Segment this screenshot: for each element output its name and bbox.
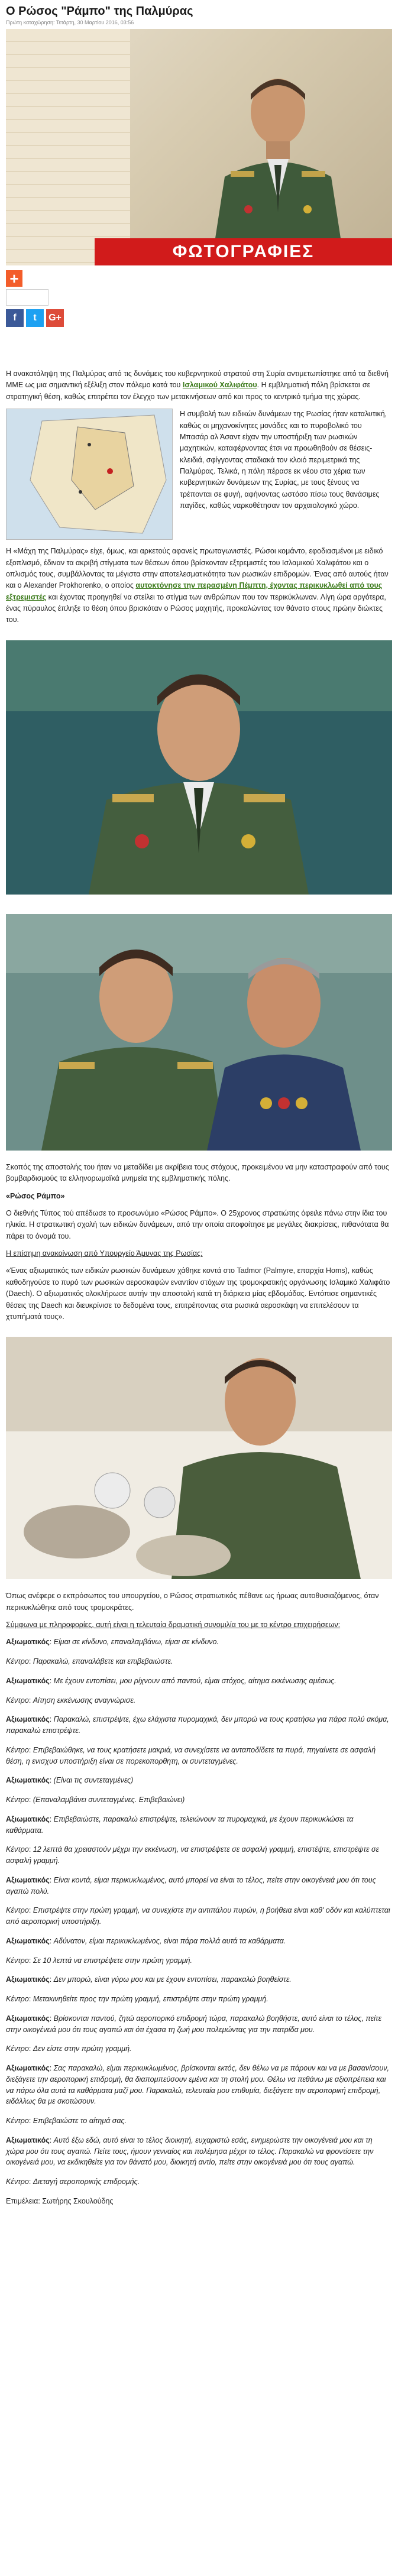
dialogue-line: Κέντρο: Διεταγή αεροπορικής επιδρομής. — [6, 2178, 140, 2186]
dialogue-line: Κέντρο: Αίτηση εκκένωσης αναγνώρισε. — [6, 1696, 136, 1705]
hero-background-pattern — [6, 29, 130, 265]
dialogue-line: Αξιωματικός: Με έχουν εντοπίσει, μου ρίχνουν από παντού, είμαι στόχος, αίτημα εκκένωσης αμέσως. — [6, 1676, 336, 1685]
twitter-share-button[interactable]: t — [26, 309, 44, 327]
share-plus-button[interactable]: + — [6, 270, 22, 287]
social-buttons — [6, 309, 392, 327]
byline: Επιμέλεια: Σωτήρης Σκουλούδης — [6, 2196, 114, 2205]
paragraph-nickname: Ο διεθνής Τύπος τού απέδωσε το προσωνύμιο «Ρώσος Ράμπο». Ο 25χρονος στρατιώτης όφειλε πάνω στην ίδια του ηλικία. Η στρατιωτική σχολή των ειδικών δυνάμεων, από την οποία αποφοίτησε με μεγάλες διακρίσεις, πιθανότατα θα πάρει το όνομά του. — [6, 1208, 389, 1240]
dialogue-line: Κέντρο: 12 λεπτά θα χρειαστούν μέχρι την εκκένωση, να επιστρέψετε σε ασφαλή γραμμή, επιστέψτε, επιστρέψτε σε ασφαλή γραμμή. — [6, 1845, 380, 1865]
soldier-photo-2 — [6, 1337, 392, 1579]
syria-map — [6, 409, 173, 540]
dialogue-line: Αξιωματικός: Επιβεβαιώστε, παρακαλώ επιστρέψτε, τελειώνουν τα πυρομαχικά, με έχουν περικυκλώσει τα καθάρματα. — [6, 1814, 354, 1835]
dialogue-line: Αξιωματικός: Αυτό έξω εδώ, αυτό είναι το τέλος διοικητή, ευχαριστώ εσάς, ενημερώστε την οικογένειά μου και τη χώρα μου ότι τους αγαπώ. Πείτε τους, ήμουν γενναίος και πολέμησα μέχρι το τέλος. Παρακαλώ να φροντίσετε την οικογένειά μου, να εκδικηθείτε για τον θάνατό μου, διοικητή αντίο, πείτε στην οικογένειά μου ότι τους αγαπώ. — [6, 2136, 374, 2167]
paragraph-official-statement: «Ένας αξιωματικός των ειδικών ρωσικών δυνάμεων χάθηκε κοντά στο Tadmor (Palmyre, επαρχία Homs), καθώς καθοδηγούσε το πυρό των ρωσικών αεροσκαφών εναντίον στόχων της τρομοκρατικής οργάνωσης Ισλαμικό Χαλιφάτο (Daech). Ο αξιωματικός ολοκλήρωσε αυτήν την αποστολή κατά τη διάρκεια μίας εβδομάδας. Εντόπισε σημαντικές θέσεις της Daech και διευκρίνισε το δεδομένα τους, επιτρέποντας στα ρωσικά αεροσκάφη να επιτελέσουν τα χτυπήματά τους». — [6, 1266, 390, 1321]
googleplus-share-button[interactable]: G+ — [46, 309, 64, 327]
dialogue-line: Αξιωματικός: Παρακαλώ, επιστρέψτε, έχω ελάχιστα πυρομαχικά, δεν μπορώ να τους κρατήσω για πάρα πολύ ακόμα, παρακαλώ επιστρέψτε. — [6, 1715, 389, 1735]
dialogue-line: Κέντρο: Επιβεβαιώστε το αίτημά σας. — [6, 2117, 127, 2125]
dialogue-line: Κέντρο: Δεν είστε στην πρώτη γραμμή. — [6, 2044, 132, 2053]
heading-russian-rambo: «Ρώσος Ράμπο» — [6, 1191, 65, 1200]
dialogue-line: Κέντρο: Επιβεβαιώθηκε, να τους κρατήσετε μακριά, να συνεχίσετε να ανταποδίδετε τα πυρά, πηγαίνετε σε ασφαλή θέση, η ενισχυσ υποστήριξη είναι σε πορεκοπορθητη, οι συντεταγμένες. — [6, 1745, 376, 1765]
soldier-portrait — [201, 64, 355, 254]
paragraph-official-statement-intro: Η επίσημη ανακοίνωση από Υπουργείο Άμυνας της Ρωσίας: — [6, 1249, 203, 1258]
dialogue-line: Κέντρο: (Επαναλαμβάνει συντεταγμένες. Επιβεβαιώνει) — [6, 1796, 185, 1804]
share-counter — [6, 270, 392, 287]
map-section — [6, 409, 392, 540]
paragraph-mission: Σκοπός της αποστολής του ήταν να μεταδίδει με ακρίβεια τους στόχους, προκειμένου να μην καταστραφούν από τους βομβαρδισμούς τα ελληνορωμαϊκά μνημεία της εμβληματικής πόλης. — [6, 1162, 389, 1183]
paragraph-battle: Η «Μάχη της Παλμύρας» είχε, όμως, και αρκετούς αφανείς πρωταγωνιστές. Ρώσοι κομάντο, εφοδιασμένοι με ειδικό εξοπλισμό, έδιναν τα ακριβή στίγματα των θέσεων όπου βρίσκονταν εξτρεμιστές του Ισλαμικού Χαλιφάτου και ο οπλισμός τους, συμβάλλοντας τα μέγιστα στην αποτελεσματικότητα των ρωσικών επιδρομών. Ένας από αυτούς ήταν και ο Alexander Prokhorenko, ο οποίος αυτοκτόνησε την περασμένη Πέμπτη, έχοντας περικυκλωθεί από τους εξτρεμιστές και έχοντας προηγηθεί να στείλει το στίγμα των ανθρώπων που τον περικύκλωναν. Λίγη ώρα αργότερα, ένας πύραυλος έπληξε το θέση όπου βρισκόταν ο Ρώσος μαχητής, προκαλώντας τον θάνατο στους πρώην διώκτες του. — [6, 547, 389, 624]
photos-banner — [95, 238, 392, 265]
paragraph-hero-death: Όπως ανέφερε ο εκπρόσωπος του υπουργείου, ο Ρώσος στρατιωτικός πέθανε ως ήρωας αυτοθυσιαζόμενος, όταν περικυκλώθηκε από τους τρομοκράτες. — [6, 1592, 379, 1612]
dialogue-line: Κέντρο: Μετακινηθείτε προς την πρώτη γραμμή, επιστρέψτε στην πρώτη γραμμή. — [6, 1995, 268, 2004]
photos-banner-label: ΦΩΤΟΓΡΑΦΙΕΣ — [172, 242, 315, 261]
share-count-box — [6, 289, 48, 306]
dialogue-line: Αξιωματικός: Αδύνατον, είμαι περικυκλωμένος, είναι πάρα πολλά αυτά τα καθάρματα. — [6, 1936, 286, 1945]
soldier-photo-1 — [6, 640, 392, 895]
dialogue-list — [6, 1637, 392, 2188]
soldier-with-father-photo — [6, 914, 392, 1151]
publish-date: Πρώτη καταχώρηση: Τετάρτη, 30 Μαρτίου 2016, 03:56 — [6, 20, 134, 25]
dialogue-line: Αξιωματικός: Είναι κοντά, είμαι περικυκλωμένος, αυτό μπορεί να είναι το τέλος, πείτε στην οικογένειά μου ότι τους αγαπώ πολύ. — [6, 1875, 376, 1895]
link-suicide-story[interactable]: αυτοκτόνησε την περασμένη Πέμπτη, έχοντας περικυκλωθεί από τους εξτρεμιστές — [6, 581, 383, 601]
link-islamic-caliphate[interactable]: Ισλαμικού Χαλιφάτου — [182, 381, 257, 390]
paragraph-russian-forces: Η συμβολή των ειδικών δυνάμεων της Ρωσίας ήταν καταλυτική, καθώς οι μηχανοκίνητες μονάδες και το πυροβολικό του Μπασάρ αλ Άσαντ είχαν την υποστήριξη των ρωσικών μαχητικών, καταφέρνοντας έτσι να προωθηθούν σε θέσεις-κλειδιά, σφίγγοντας σταδιακά τον κλοιό περιμετρικά της Παλμύρας. Τελικά, η πόλη πέρασε εκ νέου στα χέρια των κυβερνητικών δυνάμεων της Συρίας, με τους ξένους να τρέπονται σε φυγή, αφήνοντας ωστόσο πίσω τους θανάσιμες παγίδες, καθώς ναρκοθέτησαν τον αρχαιολογικό χώρο. — [180, 410, 387, 510]
dialogue-line: Αξιωματικός: Είμαι σε κίνδυνο, επαναλαμβάνω, είμαι σε κίνδυνο. — [6, 1638, 219, 1647]
dialogue-line: Αξιωματικός: Βρίσκονται παντού, ζητώ αεροπορικό επιδρομή τώρα, παρακαλώ βοηθήστε, αυτό είναι το τέλος, πείτε στην οικογένειά μου ότι τους αγαπώ και ότι έχασα τη ζωή μου πολεμώντας για την πατρίδα μου. — [6, 2014, 382, 2034]
paragraph-intro: Η ανακατάληψη της Παλμύρας από τις δυνάμεις του κυβερνητικού στρατού στη Συρία αντιμετωπίστηκε από τα διεθνή ΜΜΕ ως μια σημαντική εξέλιξη στον πόλεμο κατά του Ισλαμικού Χαλιφάτου. Η εμβληματική πόλη βρίσκεται σε στρατηγική θέση, καθώς επιτρέπει τον έλεγχο των μετακινήσεων από και προς το κεντρικό τμήμα της χώρας. — [6, 370, 389, 401]
dialogue-line: Αξιωματικός: Σας παρακαλώ, είμαι περικυκλωμένος, βρίσκονται εκτός, δεν θέλω να με πάρουν και να με βασανίσουν, διεξάγετε την αεροπορική επιδρομή, θα διαπομπεύσουν εμένα και τη στολή μου. Θέλω να πεθάνω με αξιοπρέπεια και να πάρω όλα αυτά τα καθάρματα μαζί μου. Παρακαλώ, τελευταία μου επιθυμία, διεξάγετε την αεροπορική επιδρομή, ειδάλλως θα με σκοτώσουν. — [6, 2064, 389, 2106]
dialogue-line: Κέντρο: Παρακαλώ, επαναλάβετε και επιβεβαιώστε. — [6, 1657, 173, 1666]
facebook-share-button[interactable]: f — [6, 309, 24, 327]
paragraph-dialogue-intro: Σύμφωνα με πληροφορίες, αυτή είναι η τελευταία δραματική συνομιλία του με το κέντρο επιχειρήσεων: — [6, 1621, 341, 1629]
dialogue-line: Αξιωματικός: (Είναι τις συντεταγμένες) — [6, 1776, 134, 1785]
hero-image — [6, 29, 392, 265]
dialogue-line: Αξιωματικός: Δεν μπορώ, είναι γύρω μου και με έχουν εντοπίσει, παρακαλώ βοηθείστε. — [6, 1975, 292, 1984]
dialogue-line: Κέντρο: Επιστρέψτε στην πρώτη γραμμή, να συνεχίστε την αντιπάλου πυρών, η βοήθεια είναι καθ' οδόν και καλύπτεται από αεροπορική υποστήριξη. — [6, 1906, 390, 1926]
page-title: Ο Ρώσος "Ράμπο" της Παλμύρας — [6, 5, 193, 18]
article — [6, 5, 392, 2207]
dialogue-line: Κέντρο: Σε 10 λεπτά να επιστρέψετε στην πρώτη γραμμή. — [6, 1956, 192, 1965]
